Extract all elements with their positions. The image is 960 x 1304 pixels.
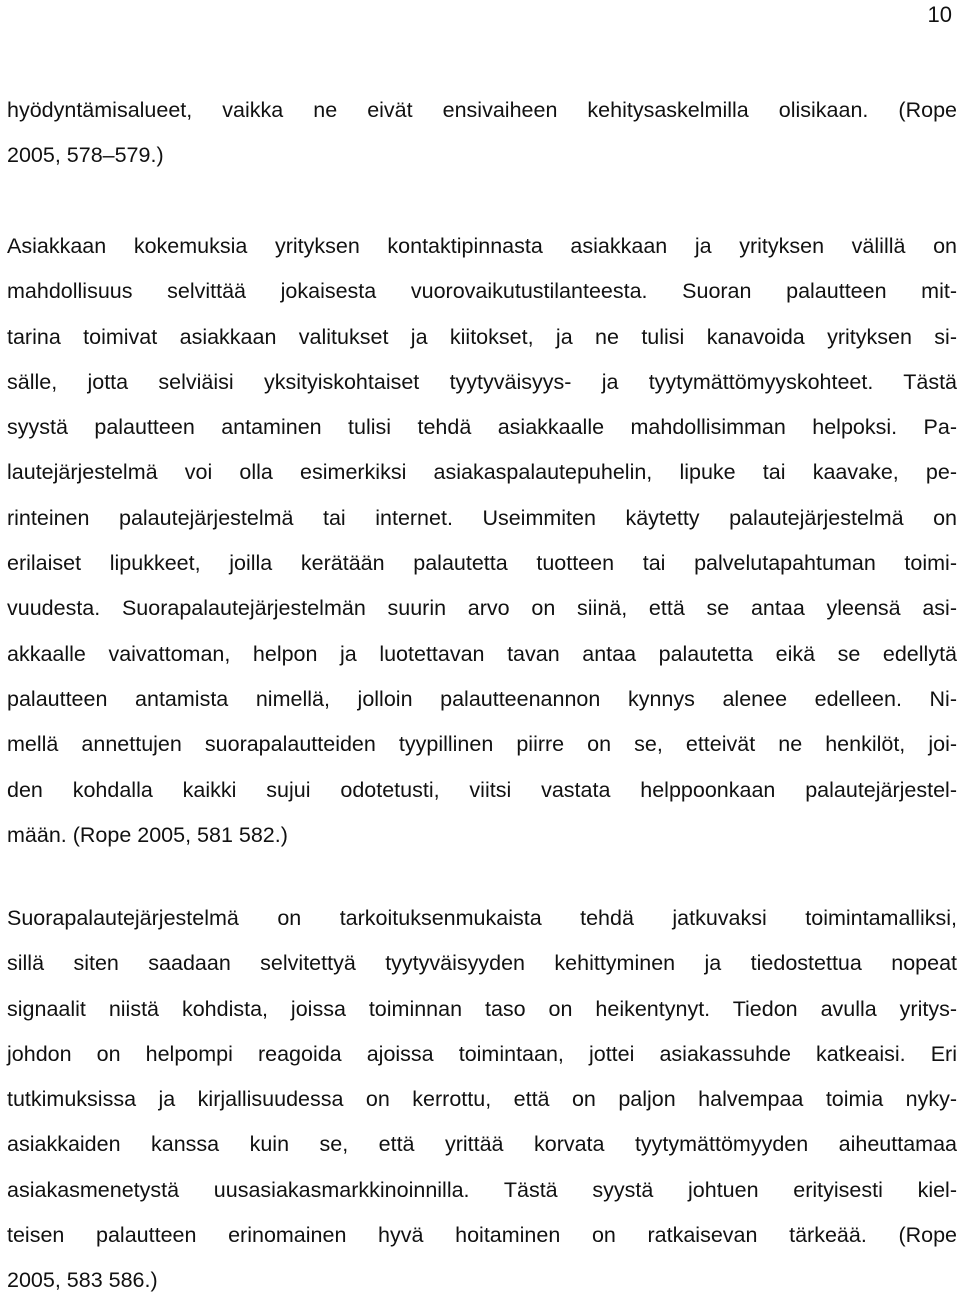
text-line: 2005, 583 586.) bbox=[7, 1268, 158, 1293]
paragraph-1 bbox=[7, 88, 957, 179]
text-line: Suorapalautejärjestelmä on tarkoituksenmukaista tehdä jatkuvaksi toimintamalliksi, bbox=[7, 906, 957, 930]
text-line: hyödyntämisalueet, vaikka ne eivät ensivaiheen kehitysaskelmilla olisikaan. (Rope bbox=[7, 98, 957, 122]
text-line: mahdollisuus selvittää jokaisesta vuorovaikutustilanteesta. Suoran palautteen mit- bbox=[7, 279, 957, 304]
text-line: erilaiset lipukkeet, joilla kerätään palautetta tuotteen tai palvelutapahtuman toimi- bbox=[7, 551, 957, 576]
page-number: 10 bbox=[927, 2, 952, 27]
text-line: Asiakkaan kokemuksia yrityksen kontaktipinnasta asiakkaan ja yrityksen välillä on bbox=[7, 234, 957, 258]
text-line: asiakkaiden kanssa kuin se, että yrittää korvata tyytymättömyyden aiheuttamaa bbox=[7, 1132, 957, 1157]
text-line: lautejärjestelmä voi olla esimerkiksi asiakaspalautepuhelin, lipuke tai kaavake, pe- bbox=[7, 460, 957, 485]
text-line: asiakasmenetystä uusasiakasmarkkinoinnilla. Tästä syystä johtuen erityisesti kiel- bbox=[7, 1177, 957, 1202]
text-line: teisen palautteen erinomainen hyvä hoitaminen on ratkaisevan tärkeää. (Rope bbox=[7, 1223, 957, 1248]
text-line: den kohdalla kaikki sujui odotetusti, viitsi vastata helppoonkaan palautejärjestel- bbox=[7, 777, 957, 802]
text-line: rinteinen palautejärjestelmä tai internet. Useimmiten käytetty palautejärjestelmä on bbox=[7, 505, 957, 530]
text-line: mään. (Rope 2005, 581 582.) bbox=[7, 822, 288, 847]
text-line: 2005, 578–579.) bbox=[7, 143, 164, 168]
text-line: akkaalle vaivattoman, helpon ja luotettavan tavan antaa palautetta eikä se edellytä bbox=[7, 641, 957, 666]
text-line: sillä siten saadaan selvitettyä tyytyväisyyden kehittyminen ja tiedostettua nopeat bbox=[7, 951, 957, 976]
text-line: signaalit niistä kohdista, joissa toiminnan taso on heikentynyt. Tiedon avulla yritys- bbox=[7, 996, 957, 1021]
text-line: tarina toimivat asiakkaan valitukset ja kiitokset, ja ne tulisi kanavoida yrityksen si- bbox=[7, 324, 957, 349]
text-line: tutkimuksissa ja kirjallisuudessa on kerrottu, että on paljon halvempaa toimia nyky- bbox=[7, 1087, 957, 1112]
paragraph-2 bbox=[7, 224, 957, 858]
text-line: syystä palautteen antaminen tulisi tehdä asiakkaalle mahdollisimman helpoksi. Pa- bbox=[7, 415, 957, 440]
text-line: palautteen antamista nimellä, jolloin palautteenannon kynnys alenee edelleen. Ni- bbox=[7, 686, 957, 711]
text-line: mellä annettujen suorapalautteiden tyypillinen piirre on se, etteivät ne henkilöt, joi- bbox=[7, 732, 957, 757]
paragraph-3 bbox=[7, 896, 957, 1304]
text-line: vuudesta. Suorapalautejärjestelmän suurin arvo on siinä, että se antaa yleensä asi- bbox=[7, 596, 957, 621]
text-line: johdon on helpompi reagoida ajoissa toimintaan, jottei asiakassuhde katkeaisi. Eri bbox=[7, 1041, 957, 1066]
text-line: sälle, jotta selviäisi yksityiskohtaiset tyytyväisyys- ja tyytymättömyyskohteet. Tästä bbox=[7, 369, 957, 394]
